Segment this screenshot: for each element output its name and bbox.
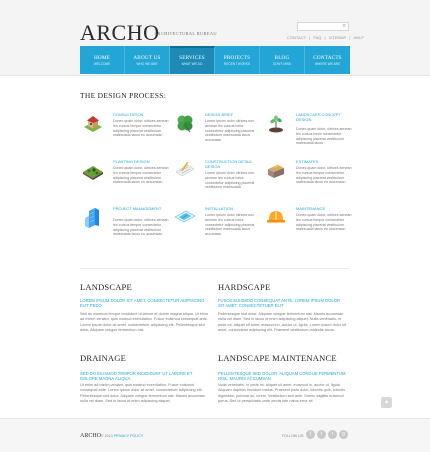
top-link-help[interactable]: HELP [353, 35, 364, 40]
process-item-title[interactable]: PLANTING DESIGN [113, 159, 150, 164]
process-item-desc: Donec quam dolor, ultrices aenean leo cursus tempor consectetur adipiscing placerat vestibulum malesuada lacus eu accumsan [113, 218, 169, 237]
column-title-landscape-maintenance: LANDSCAPE MAINTENANCE [218, 353, 337, 363]
column-text: Sed do eiusmod tempor incididunt ut labore et dolore magna aliqua. Ut enim ad minim veniam, quis nostrud exercitation. Fusce euismod consequat ante. Lorem ipsum dolor sit amet, consectetuer adipiscing elit. Pellentesque sed dolor. Aliquam congue fermentum nisl. [80, 312, 209, 332]
nav-label: BLOG [274, 55, 290, 61]
column-text: Ut enim ad minim veniam, quis nostrud exercitation. Fusce euismod consequat ante. Lorem ipsum dolor sit amet, consectetuer adipiscing elit. Pellentesque sed dolor. Aliquam congue fermentum nisl. Mauris accumsan nulla vel diam. Sed in lacus ut enim adipiscing aliquet. [80, 383, 206, 403]
nav-item-services[interactable] [170, 46, 215, 74]
footer-logo[interactable]: ARCHO [80, 433, 102, 439]
nav-label: PROJECTS [223, 55, 251, 61]
nav-item-about-us[interactable] [125, 46, 170, 74]
blueprint-icon [174, 159, 196, 181]
top-links [287, 35, 366, 40]
nav-item-projects[interactable] [215, 46, 260, 74]
nav-sublabel: WHAT WE DO [181, 62, 203, 66]
back-to-top-button[interactable] [381, 397, 392, 408]
clover-icon [174, 112, 196, 134]
copyright-text: © 2013 [101, 434, 113, 438]
nav-label: ABOUT US [133, 55, 161, 61]
column-subtitle[interactable]: LOREM IPSUM DOLOR SIT AMET, CONSECTETUR ADIPISCING ELIT PEDO [80, 298, 205, 309]
nav-item-home[interactable] [80, 46, 125, 74]
nav-sublabel: DON'T MISS [272, 62, 292, 66]
search-input[interactable] [297, 22, 349, 31]
column-title-landscape: LANDSCAPE [80, 282, 132, 292]
nav-sublabel: WELCOME [93, 62, 111, 66]
column-title-drainage: DRAINAGE [80, 353, 126, 363]
process-item-desc: Lorem ipsum dolor ultrices non aenean leo cursus tortor consectetur adipiscing placerat vestibulum malesuada lacus accumsan [205, 213, 255, 237]
floor-plan-icon [174, 206, 196, 228]
process-item-title[interactable]: MAINTENANCE [296, 206, 326, 211]
garden-plot-icon [82, 159, 104, 181]
main-nav [80, 46, 350, 74]
privacy-policy-link[interactable]: PRIVACY POLICY [113, 434, 144, 438]
process-item [174, 206, 254, 246]
process-item-desc: Donec quam dolor, ultrices aenean leo cursus tempor consectetur adipiscing placerat vestibulum malesuada lacus eu accumsan [113, 119, 169, 138]
toolbox-icon [265, 159, 287, 181]
column-text: Nulla venenatis. In pede mi, aliquet sit amet, euismod in, auctor ut, ligula. Aliquam dapibus tincidunt metus. Praesent justo dolor, lobortis quis, lobortis dignissim, pulvinar ac, lorem. Vestibulum sed ante. Donec sagittis euismod purus. Sed ut perspiciatis unde omnis iste natus error sit. [218, 383, 346, 403]
process-item [174, 159, 254, 199]
process-item [82, 112, 169, 152]
house-icon [82, 112, 104, 134]
process-item-desc: Lorem ipsum dolor ultrices non aenean leo cursus tortor consectetur adipiscing placerat vestibulum malesuada lacus accumsan [205, 119, 255, 143]
footer [0, 418, 430, 452]
section-divider [80, 268, 350, 269]
hard-hat-icon [265, 206, 287, 228]
process-item [174, 112, 254, 152]
process-item-desc: Donec quam dolor, ultrices aenean leo cursus tempor consectetur adipiscing placerat vestibulum malesuada lacus eu accumsan [113, 166, 169, 185]
twitter-icon[interactable]: t [317, 430, 326, 439]
process-item-title[interactable]: ESTIMATES [296, 159, 319, 164]
process-item-title[interactable]: CONSULTATION [113, 112, 144, 117]
nav-item-blog[interactable] [260, 46, 305, 74]
process-item-title[interactable]: LANDSCAPE CONCEPT DESIGN [296, 112, 341, 122]
google-icon[interactable]: g [339, 430, 348, 439]
column-subtitle[interactable]: FUSCE EUISMOD CONSEQUAT ANTE. LOREM IPSUM DOLOR SIT AMET, CONSECTETUER ELIT [218, 298, 340, 309]
process-item-desc: Lorem ipsum dolor ultrices non aenean leo cursus tortor consectetur adipiscing placerat vestibulum malesuada [205, 171, 255, 190]
search-icon[interactable]: ⌕ [342, 23, 346, 29]
process-item [82, 159, 169, 199]
top-link-faq[interactable]: FAQ [313, 35, 322, 40]
nav-sublabel: WHERE WE ARE [314, 62, 341, 66]
nav-label: SERVICES [179, 55, 205, 61]
process-item-title[interactable]: PROJECT MANAGEMENT [113, 206, 162, 211]
process-item [265, 206, 352, 246]
top-link-separator: | [309, 35, 311, 40]
nav-item-contacts[interactable] [305, 46, 350, 74]
process-item [265, 112, 352, 152]
process-item-title[interactable]: DESIGN BRIEF [205, 112, 234, 117]
nav-sublabel: WHO WE ARE [136, 62, 158, 66]
column-subtitle[interactable]: PELLENTESQUE SED DOLOR. ALIQUAM CONGUE FERMENTUM NISL. MAURIS ACCUMSAN [218, 371, 346, 382]
top-link-separator: | [324, 35, 326, 40]
rss-icon[interactable]: r [328, 430, 337, 439]
process-item [265, 159, 352, 199]
site-logo[interactable]: ARCHO [80, 20, 160, 45]
follow-us-label: FOLLOW US: [282, 434, 305, 438]
column-text: Pellentesque sed dolor. Aliquam congue fermentum nisl. Mauris accumsan nulla vel diam. Sed in lacus ut enim adipiscing aliquet. Nulla venenatis. In pede mi, aliquet sit amet, euismod in, auctor ut, ligula. Lorem ipsum dolor sit amet, consectetur adipiscing elit. Praesent vestibulum molestie lacus. [218, 312, 346, 332]
nav-label: CONTACTS [313, 55, 342, 61]
sapling-icon [265, 112, 287, 134]
process-item-title[interactable]: CONSTRUCTION DETAIL DESIGN [205, 159, 252, 169]
process-item-title[interactable]: INSTALLATION [205, 206, 233, 211]
nav-sublabel: RECENT WORKS [224, 62, 250, 66]
facebook-icon[interactable]: f [306, 430, 315, 439]
top-link-contact[interactable]: CONTACT [287, 35, 307, 40]
nav-label: HOME [93, 55, 111, 61]
top-link-separator: | [349, 35, 351, 40]
column-title-hardscape: HARDSCAPE [218, 282, 271, 292]
process-item-desc: Donec quam dolor, ultrices aenean leo cursus tempor consectetur adipiscing placerat vestibulum malesuada lacus eu accumsan [296, 213, 352, 232]
process-item-desc: Donec quam dolor, ultrices aenean leo cursus tortor consectetur adipiscing placerat vestibulum malesuada lacus [296, 127, 352, 146]
process-item [82, 206, 169, 246]
site-tagline: ARCHITECTURAL BUREAU [154, 31, 217, 36]
column-subtitle[interactable]: SED DO EIUSMOD TEMPOR INCIDIDUNT UT LABORE ET DOLORE MAGNA ALIQUA. [80, 371, 193, 382]
top-link-sitemap[interactable]: SITEMAP [328, 35, 347, 40]
arrow-up-icon: ▲ [384, 399, 389, 405]
process-item-desc: Donec quam dolor, ultrices aenean leo cursus tempor consectetur adipiscing placerat vestibulum malesuada lacus eu accumsan [296, 166, 352, 185]
process-title: THE DESIGN PROCESS: [80, 91, 167, 100]
building-icon [82, 206, 104, 228]
footer-copyright [101, 434, 143, 438]
